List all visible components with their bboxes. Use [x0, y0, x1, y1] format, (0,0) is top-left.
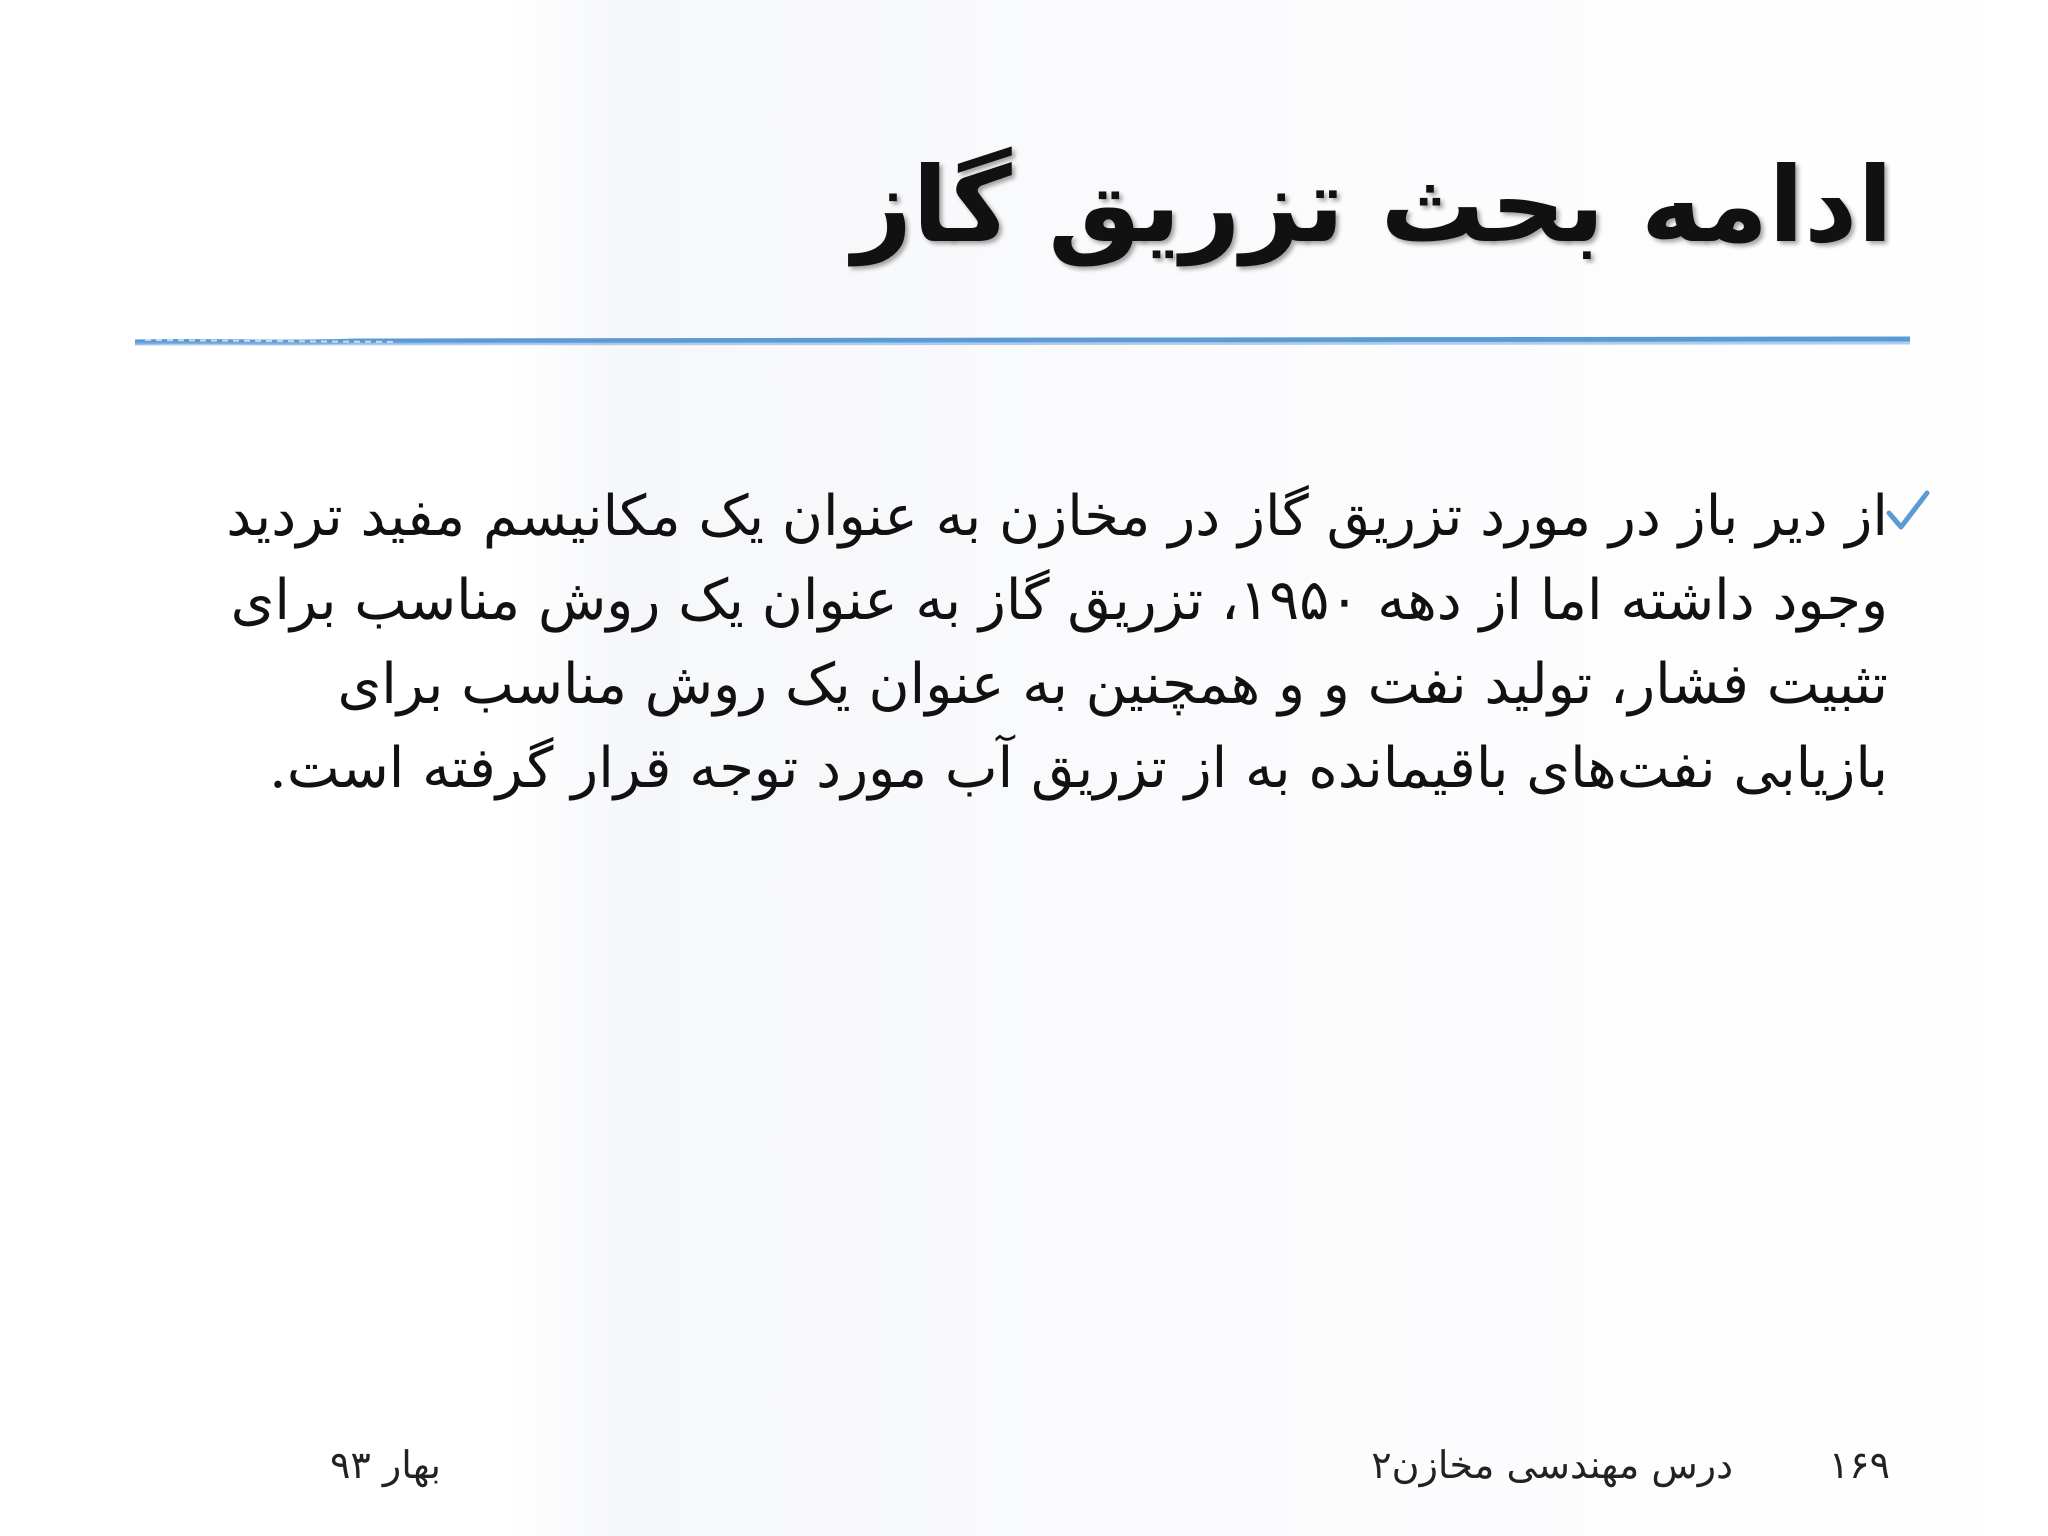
- title-divider: [135, 330, 1910, 352]
- checkmark-icon: [1881, 485, 1933, 537]
- footer-page-number: ۱۶۹: [1828, 1443, 1890, 1487]
- bullet-text: از دیر باز در مورد تزریق گاز در مخازن به عنوان یک مکانیسم مفید تردید وجود داشته اما از دهه ۱۹۵۰، تزریق گاز به عنوان یک روش مناسب برای تثبیت فشار، تولید نفت و و همچنین به عنوان یک روش مناسب برای بازیابی نفت‌های باقیمانده به از تزریق آب مورد توجه قرار گرفته است.: [226, 484, 1888, 801]
- slide-title: ادامه بحث تزریق گاز: [852, 144, 1893, 266]
- content-area: [213, 475, 1933, 811]
- bullet-item: [213, 475, 1933, 811]
- footer-course-name: درس مهندسی مخازن۲: [1371, 1443, 1733, 1487]
- footer-date: بهار ۹۳: [330, 1443, 441, 1487]
